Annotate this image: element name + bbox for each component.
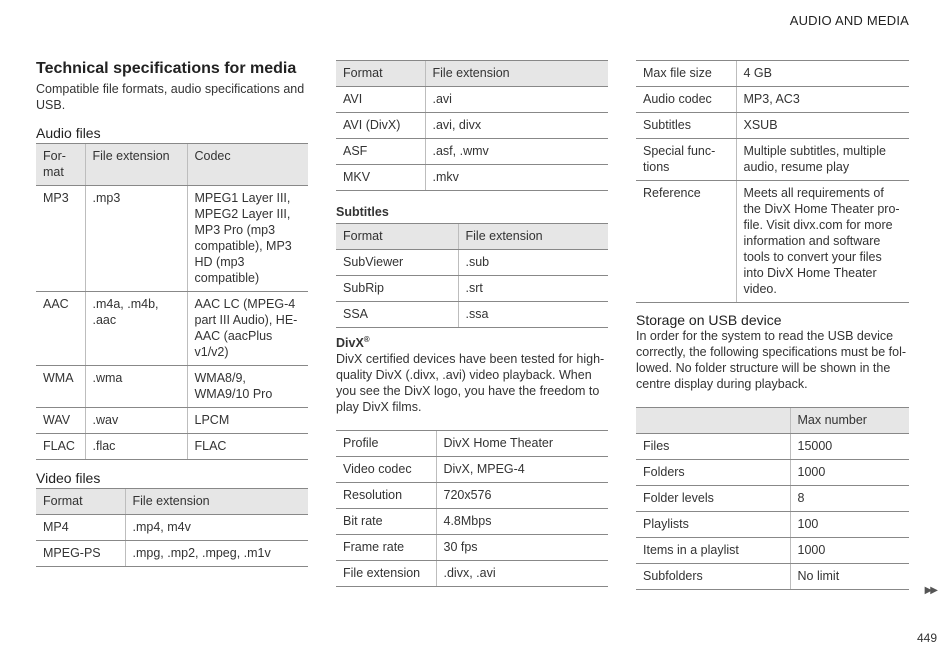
header-cell: Format bbox=[36, 489, 125, 515]
table-cell: Subtitles bbox=[636, 113, 736, 139]
table-cell: Meets all requirements of the DivX Home Theater pro-file. Visit divx.com for more information and software tools to convert your files into DivX Home Theater video. bbox=[736, 181, 909, 303]
table-cell: .m4a, .m4b, .aac bbox=[85, 292, 187, 366]
header-cell: Format bbox=[336, 224, 458, 250]
divx-specs-table bbox=[336, 430, 608, 587]
registered-mark: ® bbox=[363, 335, 370, 344]
table-cell: Special func-tions bbox=[636, 139, 736, 181]
continue-arrows-icon: ▶▶ bbox=[924, 585, 936, 596]
table-row bbox=[336, 483, 608, 509]
table-cell: Folders bbox=[636, 460, 790, 486]
table-cell: .mkv bbox=[425, 165, 608, 191]
table-row bbox=[636, 181, 909, 303]
divx-specs-table-continued bbox=[636, 60, 909, 303]
usb-limits-table bbox=[636, 407, 909, 590]
table-cell: XSUB bbox=[736, 113, 909, 139]
table-cell: Profile bbox=[336, 431, 436, 457]
table-cell: 8 bbox=[790, 486, 909, 512]
table-cell: .divx, .avi bbox=[436, 561, 608, 587]
table-cell: Items in a playlist bbox=[636, 538, 790, 564]
header-cell bbox=[636, 408, 790, 434]
table-cell: ASF bbox=[336, 139, 425, 165]
table-cell: WAV bbox=[36, 408, 85, 434]
page-title: Technical specifications for media bbox=[36, 60, 297, 77]
table-header-row bbox=[636, 408, 909, 434]
table-cell: FLAC bbox=[187, 434, 308, 460]
table-cell: 720x576 bbox=[436, 483, 608, 509]
table-cell: 1000 bbox=[790, 538, 909, 564]
table-cell: No limit bbox=[790, 564, 909, 590]
table-cell: DivX Home Theater bbox=[436, 431, 608, 457]
table-cell: DivX, MPEG-4 bbox=[436, 457, 608, 483]
table-row bbox=[36, 541, 308, 567]
column-2 bbox=[336, 60, 608, 587]
table-cell: AVI (DivX) bbox=[336, 113, 425, 139]
table-cell: .mpg, .mp2, .mpeg, .m1v bbox=[125, 541, 308, 567]
table-row bbox=[636, 139, 909, 181]
table-cell: 100 bbox=[790, 512, 909, 538]
page-number: 449 bbox=[916, 631, 937, 645]
table-cell: AVI bbox=[336, 87, 425, 113]
table-cell: MKV bbox=[336, 165, 425, 191]
table-cell: LPCM bbox=[187, 408, 308, 434]
table-cell: .wma bbox=[85, 366, 187, 408]
table-row bbox=[636, 113, 909, 139]
table-cell: Audio codec bbox=[636, 87, 736, 113]
table-cell: .ssa bbox=[458, 302, 608, 328]
table-row bbox=[636, 460, 909, 486]
subtitles-table bbox=[336, 223, 608, 328]
header-cell: Format bbox=[336, 61, 425, 87]
table-row bbox=[636, 564, 909, 590]
table-header-row bbox=[336, 224, 608, 250]
table-cell: Bit rate bbox=[336, 509, 436, 535]
table-cell: 4 GB bbox=[736, 61, 909, 87]
table-row bbox=[336, 509, 608, 535]
table-row bbox=[336, 302, 608, 328]
table-row bbox=[336, 113, 608, 139]
table-cell: MP3, AC3 bbox=[736, 87, 909, 113]
table-cell: MP3 bbox=[36, 186, 85, 292]
subtitles-heading: Subtitles bbox=[336, 205, 389, 219]
header-cell: Codec bbox=[187, 144, 308, 186]
column-1 bbox=[36, 60, 308, 567]
table-cell: File extension bbox=[336, 561, 436, 587]
table-cell: .wav bbox=[85, 408, 187, 434]
table-row bbox=[36, 186, 308, 292]
table-cell: 4.8Mbps bbox=[436, 509, 608, 535]
table-row bbox=[336, 535, 608, 561]
column-3 bbox=[636, 60, 909, 590]
header-cell: File extension bbox=[125, 489, 308, 515]
table-cell: WMA8/9, WMA9/10 Pro bbox=[187, 366, 308, 408]
audio-files-heading: Audio files bbox=[36, 125, 101, 141]
table-row bbox=[336, 87, 608, 113]
table-cell: Reference bbox=[636, 181, 736, 303]
video-files-heading: Video files bbox=[36, 470, 101, 486]
table-cell: .srt bbox=[458, 276, 608, 302]
table-cell: SubRip bbox=[336, 276, 458, 302]
table-row bbox=[36, 292, 308, 366]
header-cell: File extension bbox=[458, 224, 608, 250]
table-cell: .flac bbox=[85, 434, 187, 460]
table-cell: Frame rate bbox=[336, 535, 436, 561]
table-cell: Files bbox=[636, 434, 790, 460]
table-cell: AAC bbox=[36, 292, 85, 366]
table-cell: .avi, divx bbox=[425, 113, 608, 139]
divx-heading-text: DivX bbox=[336, 336, 364, 351]
running-header: AUDIO AND MEDIA bbox=[789, 13, 909, 28]
table-row bbox=[36, 408, 308, 434]
video-formats-table bbox=[336, 60, 608, 191]
table-row bbox=[336, 561, 608, 587]
table-row bbox=[336, 139, 608, 165]
table-cell: FLAC bbox=[36, 434, 85, 460]
table-header-row bbox=[36, 489, 308, 515]
table-cell: .mp4, m4v bbox=[125, 515, 308, 541]
table-cell: 15000 bbox=[790, 434, 909, 460]
table-cell: MPEG1 Layer III, MPEG2 Layer III, MP3 Pro (mp3 compatible), MP3 HD (mp3 compatible) bbox=[187, 186, 308, 292]
table-cell: AAC LC (MPEG-4 part III Audio), HE-AAC (aacPlus v1/v2) bbox=[187, 292, 308, 366]
table-row bbox=[336, 276, 608, 302]
table-row bbox=[636, 538, 909, 564]
table-header-row bbox=[36, 144, 308, 186]
table-cell: 30 fps bbox=[436, 535, 608, 561]
table-cell: SSA bbox=[336, 302, 458, 328]
table-row bbox=[336, 165, 608, 191]
table-cell: MPEG-PS bbox=[36, 541, 125, 567]
table-cell: .avi bbox=[425, 87, 608, 113]
intro-text: Compatible file formats, audio specifications and USB. bbox=[36, 82, 305, 112]
usb-storage-heading: Storage on USB device bbox=[636, 312, 782, 328]
table-row bbox=[636, 512, 909, 538]
table-cell: WMA bbox=[36, 366, 85, 408]
table-row bbox=[636, 434, 909, 460]
table-cell: .mp3 bbox=[85, 186, 187, 292]
table-row bbox=[636, 87, 909, 113]
table-header-row bbox=[336, 61, 608, 87]
table-cell: Folder levels bbox=[636, 486, 790, 512]
table-cell: .sub bbox=[458, 250, 608, 276]
divx-heading bbox=[336, 335, 608, 350]
header-cell: For-mat bbox=[36, 144, 85, 186]
table-cell: Playlists bbox=[636, 512, 790, 538]
table-row bbox=[336, 431, 608, 457]
table-cell: MP4 bbox=[36, 515, 125, 541]
header-cell: Max number bbox=[790, 408, 909, 434]
table-cell: SubViewer bbox=[336, 250, 458, 276]
video-files-table bbox=[36, 488, 308, 567]
header-cell: File extension bbox=[425, 61, 608, 87]
audio-files-table bbox=[36, 143, 308, 460]
table-row bbox=[36, 366, 308, 408]
table-cell: Subfolders bbox=[636, 564, 790, 590]
table-cell: Max file size bbox=[636, 61, 736, 87]
table-row bbox=[336, 457, 608, 483]
table-row bbox=[636, 486, 909, 512]
table-cell: .asf, .wmv bbox=[425, 139, 608, 165]
table-cell: Video codec bbox=[336, 457, 436, 483]
table-row bbox=[336, 250, 608, 276]
table-row bbox=[636, 61, 909, 87]
table-cell: Multiple subtitles, multiple audio, resume play bbox=[736, 139, 909, 181]
table-row bbox=[36, 515, 308, 541]
divx-description: DivX certified devices have been tested for high-quality DivX (.divx, .avi) video playback. When you see the DivX logo, you have the freedom to play DivX films. bbox=[336, 352, 605, 415]
table-row bbox=[36, 434, 308, 460]
header-cell: File extension bbox=[85, 144, 187, 186]
table-cell: 1000 bbox=[790, 460, 909, 486]
usb-storage-text: In order for the system to read the USB device correctly, the following specifications must be fol-lowed. No folder structure will be shown in the centre display during playback. bbox=[636, 329, 907, 391]
table-cell: Resolution bbox=[336, 483, 436, 509]
